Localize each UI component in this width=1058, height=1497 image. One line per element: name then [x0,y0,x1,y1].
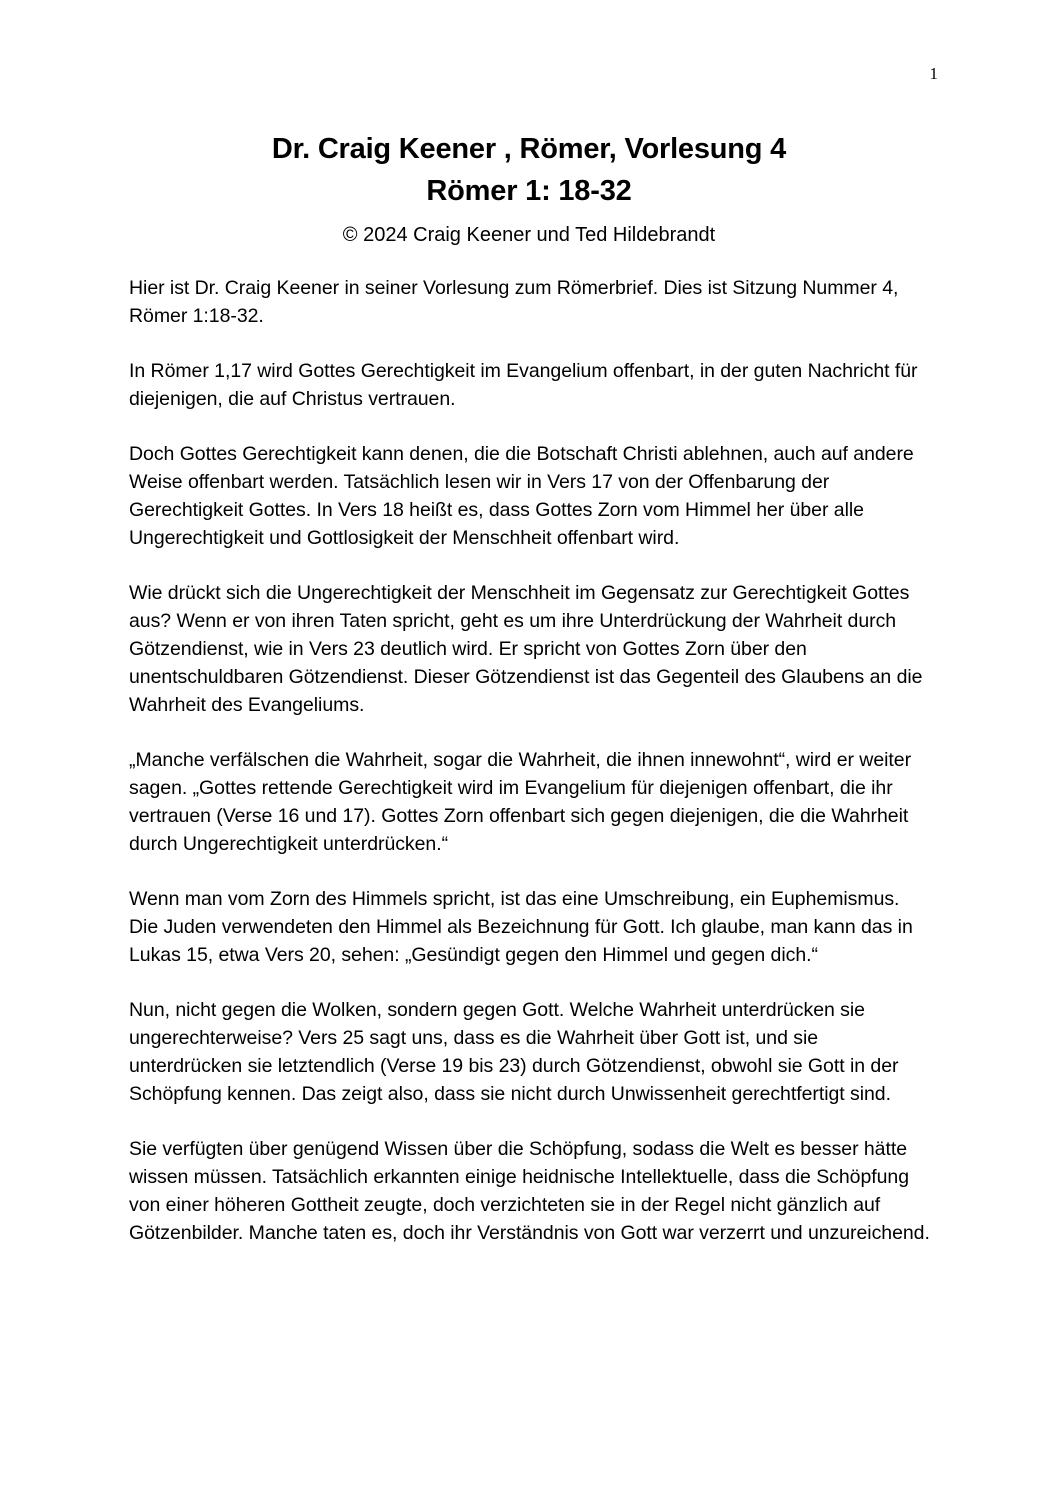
paragraph: Wie drückt sich die Ungerechtigkeit der Menschheit im Gegensatz zur Gerechtigkeit Gottes aus? Wenn er von ihren Taten spricht, geht es um ihre Unterdrückung der Wahrheit durch Götzendienst, wie in Vers 23 deutlich wird. Er spricht von Gottes Zorn über den unentschuldbaren Götzendienst. Dieser Götzendienst ist das Gegenteil des Glaubens an die Wahrheit des Evangeliums. [129,582,923,716]
copyright-line: © 2024 Craig Keener und Ted Hildebrandt [342,224,716,246]
paragraph: „Manche verfälschen die Wahrheit, sogar die Wahrheit, die ihnen innewohnt“, wird er weiter sagen. „Gottes rettende Gerechtigkeit wird im Evangelium für diejenigen offenbart, die ihr vertrauen (Verse 16 und 17). Gottes Zorn offenbart sich gegen diejenigen, die die Wahrheit durch Ungerechtigkeit unterdrücken.“ [129,749,912,855]
paragraph: In Römer 1,17 wird Gottes Gerechtigkeit im Evangelium offenbart, in der guten Nachricht für diejenigen, die auf Christus vertrauen. [129,360,918,410]
paragraph: Hier ist Dr. Craig Keener in seiner Vorlesung zum Römerbrief. Dies ist Sitzung Nummer 4, Römer 1:18-32. [129,277,899,327]
paragraph: Sie verfügten über genügend Wissen über die Schöpfung, sodass die Welt es besser hätte wissen müssen. Tatsächlich erkannten einige heidnische Intellektuelle, dass die Schöpfung von einer höheren Gottheit zeugte, doch verzichteten sie in der Regel nicht gänzlich auf Götzenbilder. Manche taten es, doch ihr Verständnis von Gott war verzerrt und unzureichend. [129,1138,930,1244]
paragraph: Nun, nicht gegen die Wolken, sondern gegen Gott. Welche Wahrheit unterdrücken sie ungerechterweise? Vers 25 sagt uns, dass es die Wahrheit über Gott ist, und sie unterdrücken sie letztendlich (Verse 19 bis 23) durch Götzendienst, obwohl sie Gott in der Schöpfung kennen. Das zeigt also, dass sie nicht durch Unwissenheit gerechtfertigt sind. [129,999,899,1105]
document-body [129,274,933,1274]
paragraph: Doch Gottes Gerechtigkeit kann denen, die die Botschaft Christi ablehnen, auch auf andere Weise offenbart werden. Tatsächlich lesen wir in Vers 17 von der Offenbarung der Gerechtigkeit Gottes. In Vers 18 heißt es, dass Gottes Zorn vom Himmel her über alle Ungerechtigkeit und Gottlosigkeit der Menschheit offenbart wird. [129,443,914,549]
page-number: 1 [929,64,938,83]
document-header [0,128,1058,252]
document-title: Dr. Craig Keener , Römer, Vorlesung 4 [271,133,787,165]
document-subtitle: Römer 1: 18-32 [426,175,632,207]
paragraph: Wenn man vom Zorn des Himmels spricht, ist das eine Umschreibung, ein Euphemismus. Die Juden verwendeten den Himmel als Bezeichnung für Gott. Ich glaube, man kann das in Lukas 15, etwa Vers 20, sehen: „Gesündigt gegen den Himmel und gegen dich.“ [129,888,913,966]
